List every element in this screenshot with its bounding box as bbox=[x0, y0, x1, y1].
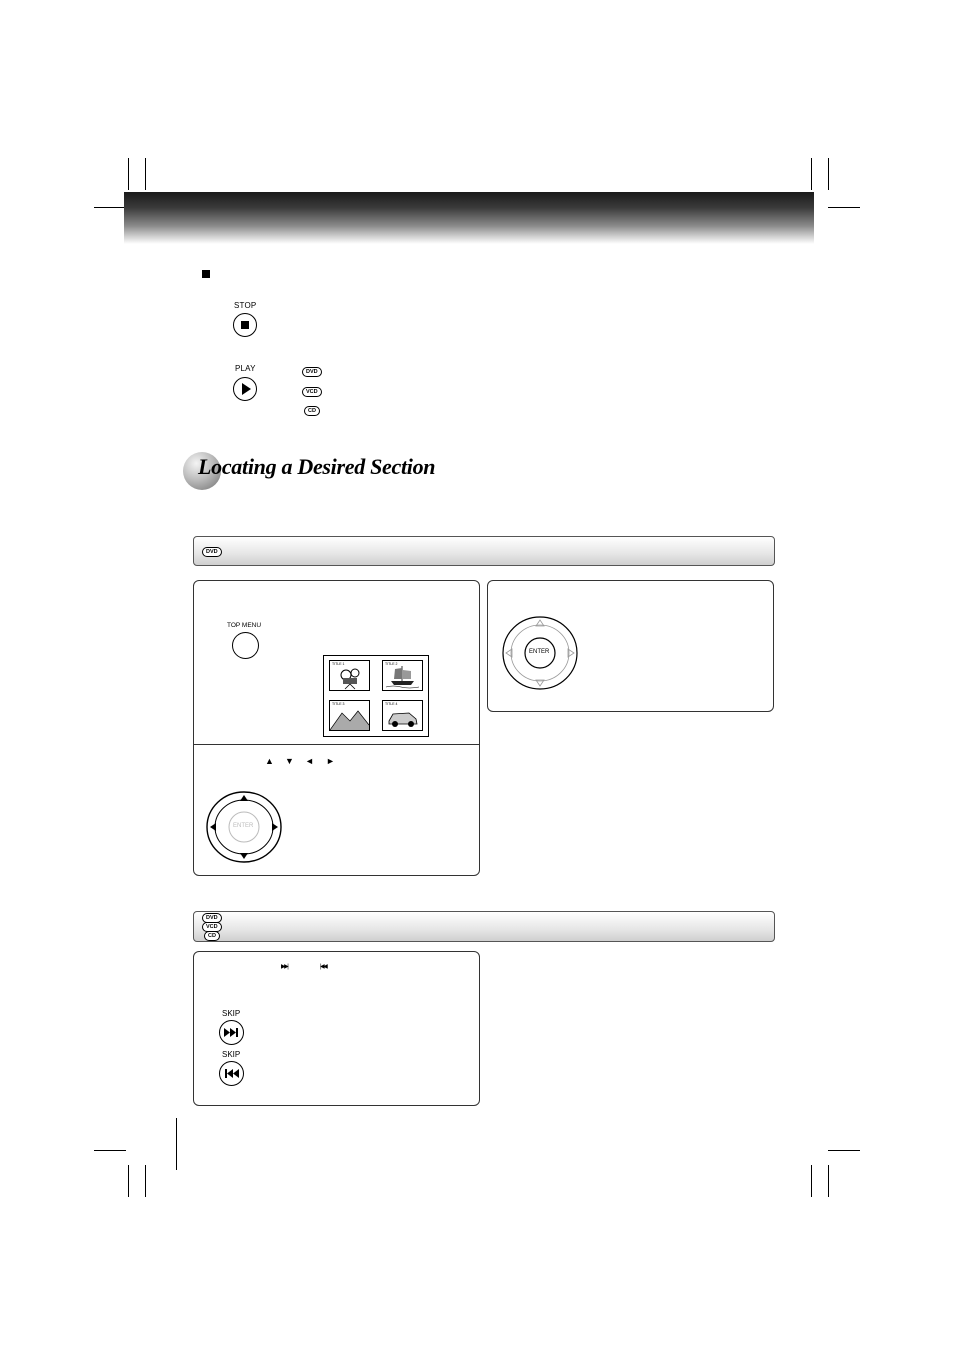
play-label: PLAY bbox=[235, 364, 256, 373]
skip-forward-icon bbox=[220, 1021, 243, 1044]
skip-back-button[interactable] bbox=[219, 1061, 244, 1086]
title-menu-screen bbox=[323, 655, 429, 737]
crop-mark bbox=[828, 1150, 860, 1151]
bullet-square bbox=[202, 270, 210, 278]
film-camera-icon bbox=[330, 661, 369, 690]
title-thumb-3[interactable] bbox=[329, 700, 370, 731]
disc-type-bar-dvd bbox=[193, 536, 775, 566]
skip-forward-button[interactable] bbox=[219, 1020, 244, 1045]
dvd-badge: DVD bbox=[302, 367, 322, 377]
car-icon bbox=[383, 701, 422, 730]
crop-mark bbox=[811, 158, 812, 190]
title-thumb-label: TITLE 2 bbox=[385, 662, 398, 666]
title-thumb-1[interactable] bbox=[329, 660, 370, 691]
play-icon bbox=[234, 378, 256, 400]
arrow-up-glyph: ▲ bbox=[265, 756, 274, 766]
crop-mark bbox=[94, 207, 126, 208]
enter-label: ENTER bbox=[529, 649, 550, 655]
page-edge-line bbox=[176, 1118, 177, 1170]
top-menu-label: TOP MENU bbox=[227, 622, 262, 629]
stop-button[interactable] bbox=[233, 313, 257, 337]
vcd-badge: VCD bbox=[302, 387, 322, 397]
title-thumb-label: TITLE 3 bbox=[332, 702, 345, 706]
panel-divider bbox=[194, 744, 479, 745]
top-menu-button[interactable] bbox=[232, 632, 259, 659]
direction-pad-small[interactable] bbox=[502, 616, 578, 690]
prev-glyph: |◀◀ bbox=[320, 964, 327, 970]
title-thumb-4[interactable] bbox=[382, 700, 423, 731]
section-title: Locating a Desired Section bbox=[198, 454, 436, 479]
crop-mark bbox=[145, 1165, 146, 1197]
crop-mark bbox=[128, 1165, 129, 1197]
title-thumb-2[interactable] bbox=[382, 660, 423, 691]
mountain-icon bbox=[330, 701, 369, 730]
stop-icon bbox=[241, 321, 249, 329]
crop-mark bbox=[828, 207, 860, 208]
bar2-dvd-badge: DVD bbox=[202, 913, 222, 923]
play-button[interactable] bbox=[233, 377, 257, 401]
disc-type-bar-all bbox=[193, 911, 775, 942]
cd-badge: CD bbox=[304, 406, 320, 416]
bar-dvd-badge: DVD bbox=[202, 547, 222, 557]
arrow-down-glyph: ▼ bbox=[285, 756, 294, 766]
stop-label: STOP bbox=[234, 301, 257, 310]
header-band bbox=[124, 192, 814, 244]
crop-mark bbox=[811, 1165, 812, 1197]
skip-back-icon bbox=[220, 1062, 243, 1085]
crop-mark bbox=[128, 158, 129, 190]
skip-forward-label: SKIP bbox=[222, 1009, 241, 1018]
title-thumb-label: TITLE 4 bbox=[385, 702, 398, 706]
next-glyph: ▶▶| bbox=[281, 964, 288, 970]
direction-pad-large[interactable] bbox=[206, 791, 282, 863]
crop-mark bbox=[828, 158, 829, 190]
arrow-left-glyph: ◄ bbox=[305, 756, 314, 766]
ship-icon bbox=[383, 661, 422, 690]
enter-label-faded: ENTER bbox=[233, 823, 254, 829]
crop-mark bbox=[145, 158, 146, 190]
bar2-cd-badge: CD bbox=[204, 931, 220, 941]
arrow-right-glyph: ► bbox=[326, 756, 335, 766]
bar2-vcd-badge: VCD bbox=[202, 922, 222, 932]
crop-mark bbox=[94, 1150, 126, 1151]
skip-back-label: SKIP bbox=[222, 1050, 241, 1059]
title-thumb-label: TITLE 1 bbox=[332, 662, 345, 666]
crop-mark bbox=[828, 1165, 829, 1197]
